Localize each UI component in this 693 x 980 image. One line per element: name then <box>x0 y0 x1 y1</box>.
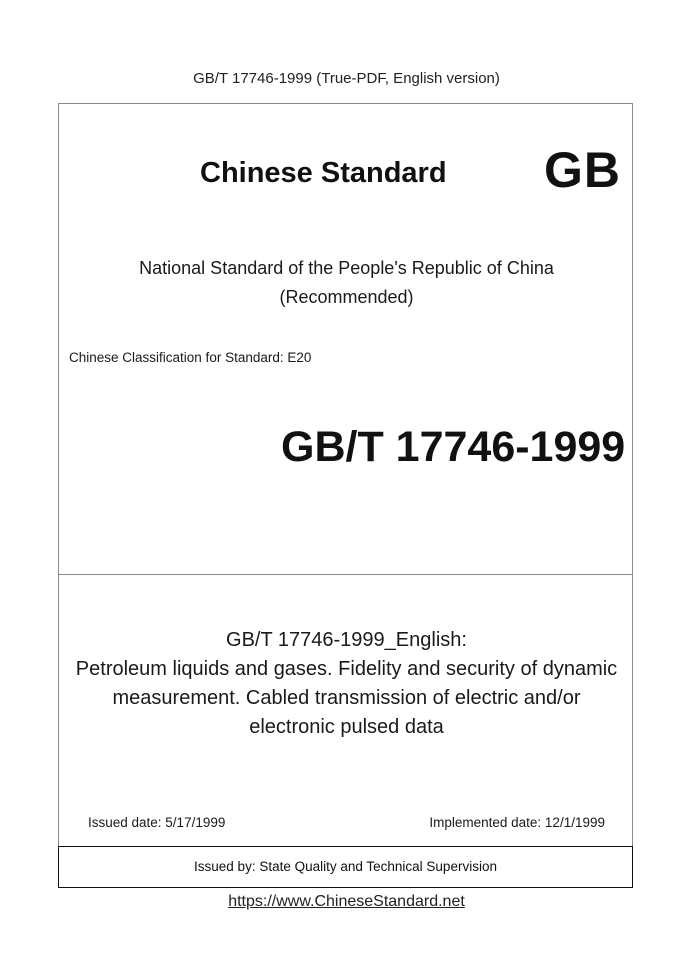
national-standard-line: National Standard of the People's Republic of China <box>139 258 554 278</box>
cover-heading: Chinese Standard <box>200 157 447 189</box>
title-line: measurement. Cabled transmission of electric and/or <box>112 687 581 709</box>
issuer-text: Issued by: State Quality and Technical Supervision <box>194 859 497 874</box>
issued-date: Issued date: 5/17/1999 <box>88 815 226 830</box>
gb-mark: GB <box>544 142 621 198</box>
website-link[interactable]: https://www.ChineseStandard.net <box>228 893 465 910</box>
standard-number: GB/T 17746-1999 <box>281 423 626 471</box>
implemented-date: Implemented date: 12/1/1999 <box>429 815 605 830</box>
title-line: GB/T 17746-1999_English: <box>226 629 467 651</box>
document-header: GB/T 17746-1999 (True-PDF, English version) <box>193 70 500 87</box>
issuer-box <box>58 846 633 888</box>
title-line: Petroleum liquids and gases. Fidelity and security of dynamic <box>75 658 618 680</box>
document-title <box>60 626 633 742</box>
title-line: electronic pulsed data <box>249 716 444 738</box>
footer <box>0 893 693 911</box>
recommended-line: (Recommended) <box>279 287 414 307</box>
classification-line: Chinese Classification for Standard: E20 <box>69 350 312 365</box>
